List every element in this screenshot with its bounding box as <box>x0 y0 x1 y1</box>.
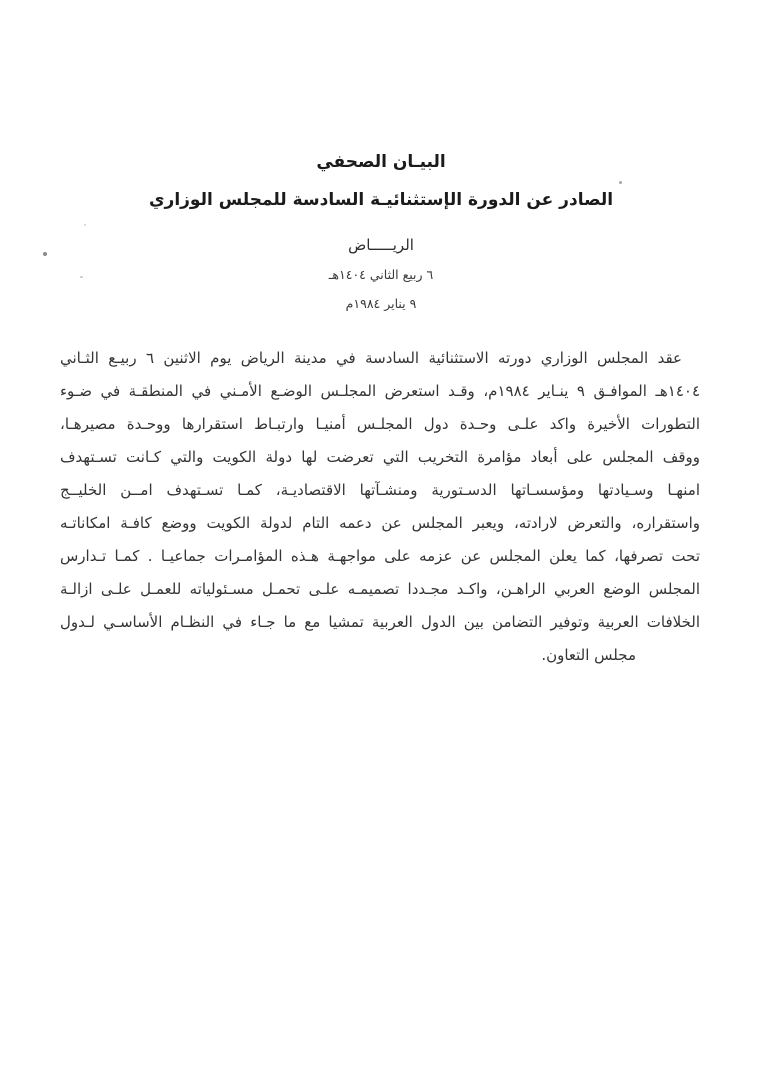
body-line: ١٤٠٤هـ الموافـق ٩ ينـاير ١٩٨٤م، وقـد استعرض المجلـس الوضـع الأمـني في المنطقـة في ضـوء <box>60 382 701 400</box>
city-line: الريـــــاض <box>348 236 414 254</box>
body-line: الخلافات العربية وتوفير التضامن بين الدول العربية تمشيا مع ما جـاء في النظـام الأساسـي لـدول <box>60 613 700 631</box>
body-line: المجلس الوضع العربي الراهـن، واكـد مجـددا تصميمـه علـى تحمـل مسـئولياته للعمـل علـى ازالـة <box>60 580 700 598</box>
body-line: ووقف المجلس على أبعاد مؤامرة التخريب التي تعرضت لها دولة الكويت والتي كـانت تسـتهدف <box>60 448 700 466</box>
scan-speck <box>619 181 622 184</box>
document-header <box>0 150 762 312</box>
body-line: مجلس التعاون. <box>541 646 636 664</box>
scan-speck <box>84 224 86 226</box>
document-subtitle: الصادر عن الدورة الإستثنائيـة السادسة للمجلس الوزاري <box>148 190 614 210</box>
hijri-date: ٦ ربيع الثاني ١٤٠٤هـ <box>328 267 434 282</box>
body-line: تحت تصرفها، كما يعلن المجلس عن عزمه على مواجهـة هـذه المؤامـرات جماعيـا . كمـا تـدارس <box>60 547 700 565</box>
statement-paragraph <box>60 342 700 672</box>
body-line: امنهـا وسـيادتها ومؤسسـاتها الدسـتورية ومنشـآتها الاقتصاديـة، كمـا تسـتهدف امــن الخليــج <box>60 481 700 499</box>
gregorian-date: ٩ يناير ١٩٨٤م <box>345 296 417 311</box>
body-line: عقد المجلس الوزاري دورته الاستثنائية السادسة في مدينة الرياض يوم الاثنين ٦ ربيـع الثـاني <box>60 349 682 367</box>
document-title: البيـان الصحفي <box>316 152 446 172</box>
scan-speck <box>43 252 47 256</box>
body-line: التطورات الأخيرة واكد علـى وحـدة دول المجلـس أمنيـا وارتبـاط استقرارها ووحـدة مصيرهـا، <box>60 415 700 433</box>
scan-speck <box>80 276 83 278</box>
body-line: واستقراره، والتعرض لارادته، ويعبر المجلس عن دعمه التام لدولة الكويت ووضع كافـة امكاناتـه <box>60 514 700 532</box>
